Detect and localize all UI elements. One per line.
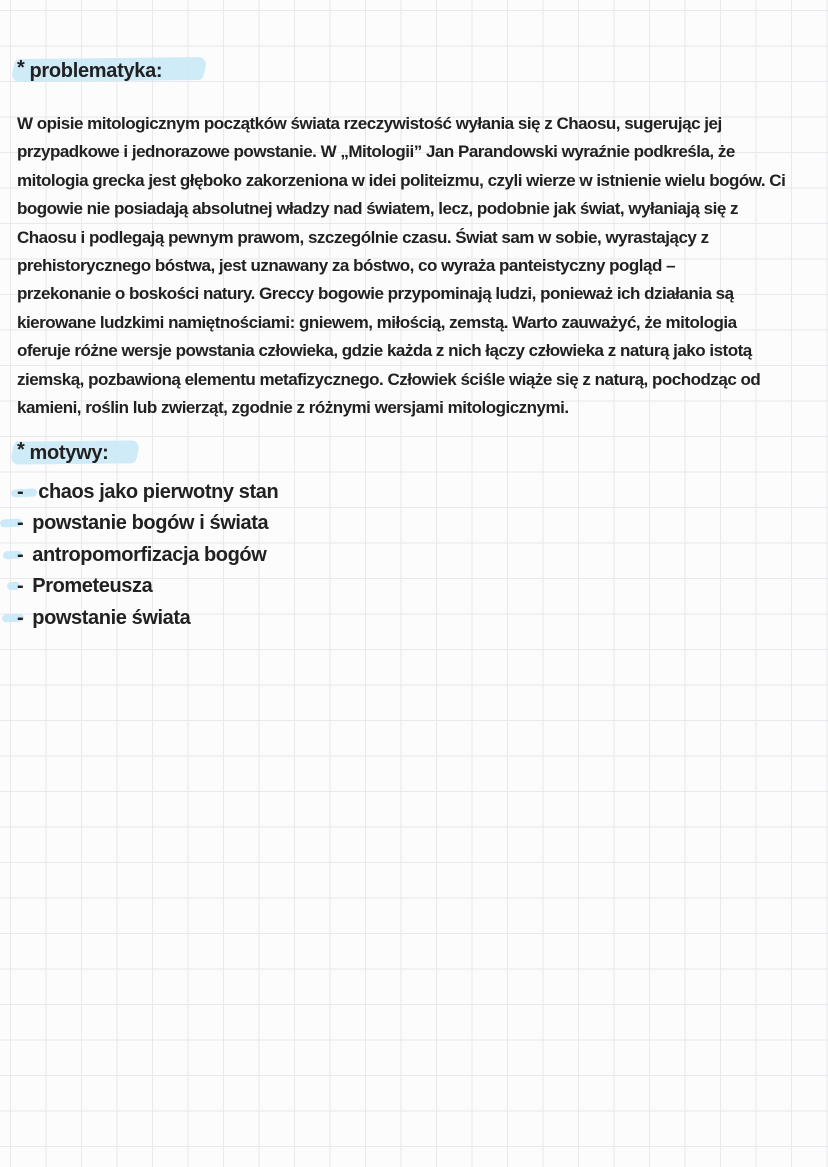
paragraph-line: Chaosu i podlegają pewnym prawom, szczególnie czasu. Świat sam w sobie, wyrastający z [17, 227, 709, 247]
list-item [17, 477, 278, 508]
list-item-label: chaos jako pierwotny stan [38, 481, 279, 503]
paragraph-line: kamieni, roślin lub zwierząt, zgodnie z różnymi wersjami mitologicznymi. [17, 397, 569, 417]
bullet-dash: - [17, 543, 24, 566]
list-item [17, 571, 278, 602]
bullet-highlight-stroke [11, 488, 37, 497]
motywy-list [17, 477, 278, 634]
paragraph-line: przypadkowe i jednorazowe powstanie. W „Mitologii” Jan Parandowski wyraźnie podkreśla, że [17, 142, 735, 162]
list-item-label: powstanie bogów i świata [32, 512, 269, 535]
bullet-dash: - [17, 575, 24, 598]
list-item [17, 508, 278, 539]
heading-text: motywy: [29, 442, 109, 464]
paragraph-line: mitologia grecka jest głęboko zakorzeniona w idei politeizmu, czyli wierze w istnienie wielu bogów. Ci [17, 170, 786, 190]
asterisk-marker: * [17, 439, 25, 461]
asterisk-marker: * [17, 57, 25, 79]
bullet-dash: - [17, 481, 24, 503]
list-item [17, 540, 278, 571]
list-item-label: Prometeusza [32, 575, 153, 598]
heading-text: problematyka: [29, 60, 163, 82]
section-heading-motywy [17, 440, 109, 466]
paragraph-line: przekonanie o boskości natury. Greccy bogowie przypominają ludzi, ponieważ ich działania są [17, 284, 734, 304]
paragraph-line: kierowane ludzkimi namiętnościami: gniewem, miłością, zemstą. Warto zauważyć, że mitologia [17, 312, 737, 332]
paragraph-line: oferuje różne wersje powstania człowieka, gdzie każda z nich łączy człowieka z naturą jako istotą [17, 341, 752, 361]
paragraph-line: ziemską, pozbawioną elementu metafizycznego. Człowiek ściśle wiąże się z naturą, pochodząc od [17, 369, 761, 389]
section-heading-problematyka [17, 58, 162, 84]
paragraph-line: W opisie mitologicznym początków świata rzeczywistość wyłania się z Chaosu, sugerując jej [17, 114, 722, 133]
paragraph-line: prehistorycznego bóstwa, jest uznawany za bóstwo, co wyraża panteistyczny pogląd – [17, 255, 676, 275]
paragraph-problematyka [17, 110, 785, 422]
bullet-dash: - [17, 512, 24, 535]
bullet-dash: - [17, 606, 24, 629]
paragraph-line: bogowie nie posiadają absolutnej władzy nad światem, lecz, podobnie jak świat, wyłaniają się z [17, 199, 739, 219]
list-item-label: powstanie świata [32, 606, 191, 629]
list-item-label: antropomorfizacja bogów [32, 543, 267, 566]
list-item [17, 603, 278, 634]
